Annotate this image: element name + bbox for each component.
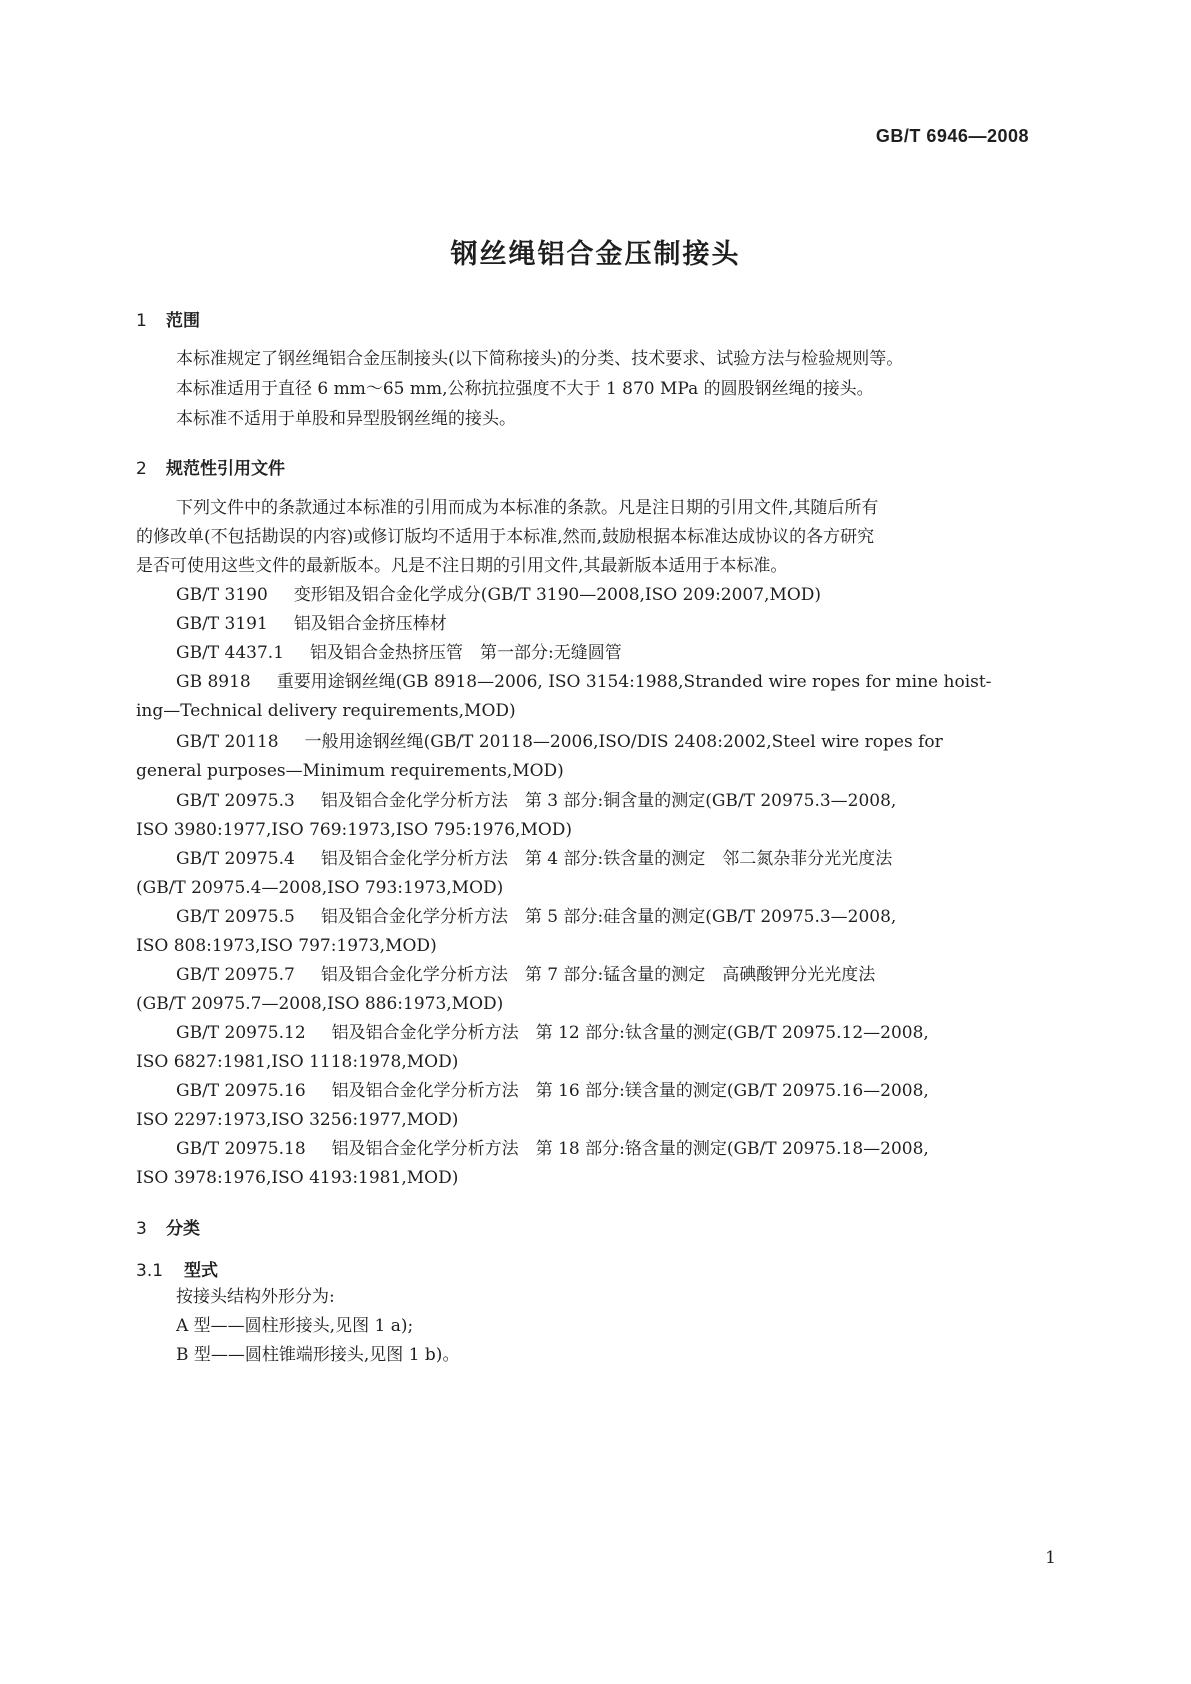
scope-paragraph: 本标准不适用于单股和异型股钢丝绳的接头。	[176, 409, 516, 429]
subsection-3-1-heading	[136, 1256, 218, 1281]
reference-title: 铝及铝合金化学分析方法 第 3 部分:铜含量的测定(GB/T 20975.3—2008,	[320, 791, 897, 811]
reference-code: GB/T 4437.1	[176, 643, 285, 663]
section-title: 分类	[166, 1219, 200, 1239]
reference-code: GB/T 20975.18	[176, 1139, 306, 1159]
reference-continuation: general purposes—Minimum requirements,MOD)	[136, 761, 564, 781]
section-3-heading	[136, 1214, 200, 1239]
section-1-heading	[136, 306, 200, 331]
document-title: 钢丝绳铝合金压制接头	[450, 239, 741, 270]
reference-code: GB/T 20975.7	[176, 965, 295, 985]
section-number: 2	[136, 459, 147, 479]
reference-code: GB/T 3190	[176, 585, 268, 605]
reference-continuation: (GB/T 20975.7—2008,ISO 886:1973,MOD)	[136, 994, 504, 1014]
reference-continuation: ISO 3978:1976,ISO 4193:1981,MOD)	[136, 1168, 459, 1188]
reference-code: GB/T 20975.12	[176, 1023, 306, 1043]
reference-entry	[176, 1022, 1060, 1044]
reference-title: 铝及铝合金化学分析方法 第 18 部分:铬含量的测定(GB/T 20975.18—2008,	[331, 1139, 929, 1159]
reference-code: GB/T 3191	[176, 614, 268, 634]
reference-entry	[176, 613, 1060, 635]
scope-paragraph: 本标准适用于直径 6 mm～65 mm,公称抗拉强度不大于 1 870 MPa 的圆股钢丝绳的接头。	[176, 379, 874, 399]
reference-continuation: ISO 6827:1981,ISO 1118:1978,MOD)	[136, 1052, 459, 1072]
reference-title: 铝及铝合金化学分析方法 第 4 部分:铁含量的测定 邻二氮杂菲分光光度法	[320, 849, 893, 869]
references-intro-line: 是否可使用这些文件的最新版本。凡是不注日期的引用文件,其最新版本适用于本标准。	[136, 556, 788, 576]
reference-title: 重要用途钢丝绳(GB 8918—2006, ISO 3154:1988,Stranded wire ropes for mine hoist-	[276, 672, 992, 692]
reference-entry	[176, 642, 1060, 664]
section-number: 3	[136, 1219, 147, 1239]
section-number: 1	[136, 311, 147, 331]
classification-line: 按接头结构外形分为:	[176, 1287, 335, 1307]
reference-continuation: (GB/T 20975.4—2008,ISO 793:1973,MOD)	[136, 878, 504, 898]
reference-entry	[176, 906, 1060, 928]
reference-entry	[176, 584, 1060, 606]
section-title: 规范性引用文件	[166, 459, 285, 479]
reference-entry	[176, 671, 1060, 693]
scope-paragraph: 本标准规定了钢丝绳铝合金压制接头(以下简称接头)的分类、技术要求、试验方法与检验规则等。	[176, 349, 904, 369]
reference-title: 铝及铝合金化学分析方法 第 12 部分:钛含量的测定(GB/T 20975.12—2008,	[331, 1023, 929, 1043]
classification-line: B 型——圆柱锥端形接头,见图 1 b)。	[176, 1345, 460, 1365]
section-title: 范围	[166, 311, 200, 331]
page-number: 1	[1045, 1548, 1056, 1568]
reference-entry	[176, 790, 1060, 812]
reference-continuation: ing—Technical delivery requirements,MOD)	[136, 701, 516, 721]
section-2-heading	[136, 454, 285, 479]
references-intro-line: 的修改单(不包括勘误的内容)或修订版均不适用于本标准,然而,鼓励根据本标准达成协议的各方研究	[136, 527, 875, 547]
classification-line: A 型——圆柱形接头,见图 1 a);	[176, 1316, 414, 1336]
reference-continuation: ISO 3980:1977,ISO 769:1973,ISO 795:1976,MOD)	[136, 820, 573, 840]
references-intro-line: 下列文件中的条款通过本标准的引用而成为本标准的条款。凡是注日期的引用文件,其随后所有	[176, 498, 879, 518]
subsection-title: 型式	[184, 1261, 218, 1281]
standard-number: GB/T 6946—2008	[875, 126, 1029, 146]
reference-code: GB/T 20975.3	[176, 791, 295, 811]
reference-continuation: ISO 2297:1973,ISO 3256:1977,MOD)	[136, 1110, 459, 1130]
reference-title: 变形铝及铝合金化学成分(GB/T 3190—2008,ISO 209:2007,MOD)	[293, 585, 822, 605]
reference-entry	[176, 1080, 1060, 1102]
reference-title: 铝及铝合金热挤压管 第一部分:无缝圆管	[310, 643, 622, 663]
reference-code: GB/T 20975.4	[176, 849, 295, 869]
reference-entry	[176, 848, 1060, 870]
reference-entry	[176, 964, 1060, 986]
reference-code: GB 8918	[176, 672, 251, 692]
reference-title: 铝及铝合金化学分析方法 第 7 部分:锰含量的测定 高碘酸钾分光光度法	[320, 965, 876, 985]
reference-entry	[176, 731, 1060, 753]
reference-title: 铝及铝合金挤压棒材	[293, 614, 447, 634]
reference-entry	[176, 1138, 1060, 1160]
reference-code: GB/T 20975.16	[176, 1081, 306, 1101]
subsection-number: 3.1	[136, 1261, 164, 1281]
reference-code: GB/T 20118	[176, 732, 279, 752]
reference-code: GB/T 20975.5	[176, 907, 295, 927]
reference-continuation: ISO 808:1973,ISO 797:1973,MOD)	[136, 936, 437, 956]
reference-title: 铝及铝合金化学分析方法 第 5 部分:硅含量的测定(GB/T 20975.3—2008,	[320, 907, 897, 927]
reference-title: 一般用途钢丝绳(GB/T 20118—2006,ISO/DIS 2408:2002,Steel wire ropes for	[304, 732, 943, 752]
reference-title: 铝及铝合金化学分析方法 第 16 部分:镁含量的测定(GB/T 20975.16—2008,	[331, 1081, 929, 1101]
